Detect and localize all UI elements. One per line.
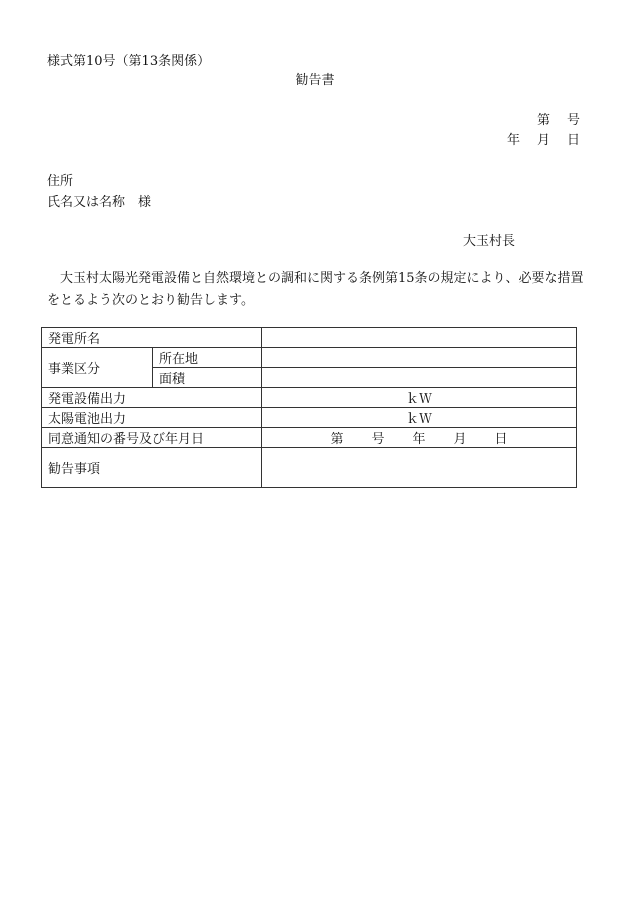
recommendation-table: [41, 327, 577, 488]
equipment-output-label: 発電設備出力: [42, 388, 262, 408]
business-area-label: 事業区分: [42, 348, 153, 388]
issuer-name: 大玉村長: [463, 234, 516, 249]
table-row-plant-name: [42, 328, 577, 348]
consent-value: [262, 428, 577, 448]
consent-number-prefix: 第: [330, 432, 344, 447]
table-row-panel-output: [42, 408, 577, 428]
table-row-recommendation: [42, 448, 577, 488]
table-row-location: [42, 348, 577, 368]
consent-number-suffix: 号: [371, 432, 385, 447]
location-value: [262, 348, 577, 368]
equipment-output-unit: ｋＷ: [262, 388, 577, 408]
panel-output-unit: ｋＷ: [262, 408, 577, 428]
area-value: [262, 368, 577, 388]
plant-name-value: [262, 328, 577, 348]
recommendation-value: [262, 448, 577, 488]
document-date-line: 年 月 日: [506, 133, 582, 148]
form-number: 様式第10号（第13条関係）: [47, 54, 211, 69]
consent-year: 年: [412, 432, 426, 447]
plant-name-label: 発電所名: [42, 328, 262, 348]
location-label: 所在地: [153, 348, 262, 368]
document-number-line: 第 号: [536, 113, 582, 128]
recommendation-label: 勧告事項: [42, 448, 262, 488]
area-label: 面積: [153, 368, 262, 388]
table-row-consent: [42, 428, 577, 448]
consent-month: 月: [453, 432, 467, 447]
recipient-address-label: 住所: [47, 174, 74, 189]
body-text: 大玉村太陽光発電設備と自然環境との調和に関する条例第15条の規定により、必要な措置をとるよう次のとおり勧告します。: [47, 271, 584, 308]
document-title: 勧告書: [295, 73, 335, 88]
table-row-equipment-output: [42, 388, 577, 408]
consent-day: 日: [494, 432, 508, 447]
consent-label: 同意通知の番号及び年月日: [42, 428, 262, 448]
recipient-name-label: 氏名又は名称 様: [47, 195, 152, 210]
panel-output-label: 太陽電池出力: [42, 408, 262, 428]
